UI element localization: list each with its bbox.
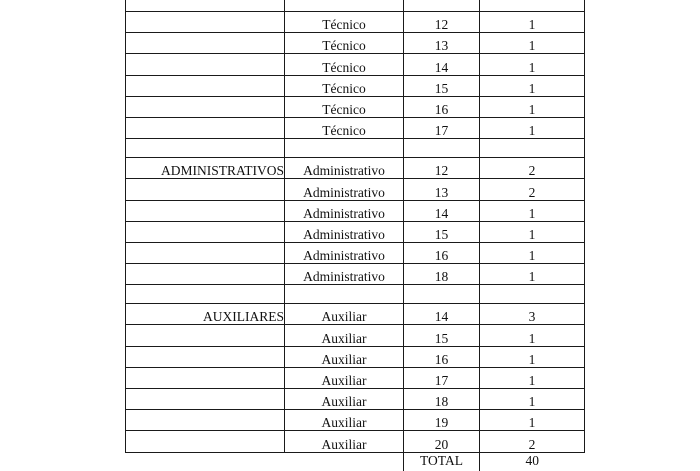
table-row xyxy=(126,389,585,410)
count-cell: 3 xyxy=(480,304,585,325)
level-cell: 18 xyxy=(404,264,480,285)
level-cell: 19 xyxy=(404,410,480,431)
level-cell: 20 xyxy=(404,431,480,452)
group-cell xyxy=(126,325,285,346)
category-cell: Auxiliar xyxy=(285,346,404,367)
level-cell: 16 xyxy=(404,96,480,117)
category-cell: Técnico xyxy=(285,12,404,33)
count-cell: 1 xyxy=(480,33,585,54)
table-row xyxy=(126,179,585,200)
spacer-row xyxy=(126,285,585,304)
count-cell: 1 xyxy=(480,346,585,367)
table-row xyxy=(126,33,585,54)
category-cell: Técnico xyxy=(285,117,404,138)
level-cell: 17 xyxy=(404,117,480,138)
level-cell: 16 xyxy=(404,346,480,367)
level-cell: 13 xyxy=(404,33,480,54)
count-cell: 1 xyxy=(480,242,585,263)
count-cell: 1 xyxy=(480,367,585,388)
category-cell: Administrativo xyxy=(285,158,404,179)
count-cell: 1 xyxy=(480,264,585,285)
level-cell: 17 xyxy=(404,367,480,388)
group-cell xyxy=(126,221,285,242)
table-row xyxy=(126,200,585,221)
group-cell xyxy=(126,410,285,431)
group-cell xyxy=(126,75,285,96)
level-cell: 14 xyxy=(404,304,480,325)
count-cell: 1 xyxy=(480,12,585,33)
level-cell: 12 xyxy=(404,12,480,33)
table-body xyxy=(126,0,585,471)
category-cell: Administrativo xyxy=(285,179,404,200)
count-cell: 1 xyxy=(480,75,585,96)
category-cell: Auxiliar xyxy=(285,410,404,431)
table-row xyxy=(126,410,585,431)
category-cell: Técnico xyxy=(285,33,404,54)
group-cell xyxy=(126,242,285,263)
group-cell xyxy=(126,96,285,117)
staff-distribution-table xyxy=(125,0,585,471)
level-cell: 14 xyxy=(404,54,480,75)
table-row xyxy=(126,96,585,117)
level-cell: 13 xyxy=(404,179,480,200)
count-cell: 2 xyxy=(480,179,585,200)
level-cell: 15 xyxy=(404,75,480,96)
group-cell xyxy=(126,389,285,410)
category-cell: Administrativo xyxy=(285,242,404,263)
count-cell: 1 xyxy=(480,221,585,242)
table-top-edge-row xyxy=(126,0,585,12)
table-row xyxy=(126,367,585,388)
count-cell: 1 xyxy=(480,96,585,117)
total-value: 40 xyxy=(525,452,539,468)
category-cell: Técnico xyxy=(285,54,404,75)
table-row xyxy=(126,242,585,263)
count-cell: 1 xyxy=(480,200,585,221)
count-cell: 2 xyxy=(480,431,585,452)
count-cell: 1 xyxy=(480,54,585,75)
group-cell xyxy=(126,200,285,221)
category-cell: Administrativo xyxy=(285,200,404,221)
category-cell: Administrativo xyxy=(285,264,404,285)
count-cell: 1 xyxy=(480,410,585,431)
table-row xyxy=(126,158,585,179)
group-cell xyxy=(126,367,285,388)
table-row xyxy=(126,221,585,242)
category-cell: Técnico xyxy=(285,96,404,117)
group-cell xyxy=(126,33,285,54)
group-label: ADMINISTRATIVOS xyxy=(126,158,285,179)
group-label: AUXILIARES xyxy=(126,304,285,325)
staff-table-page xyxy=(125,0,584,471)
category-cell: Auxiliar xyxy=(285,367,404,388)
table-row xyxy=(126,54,585,75)
spacer-row xyxy=(126,139,585,158)
level-cell: 12 xyxy=(404,158,480,179)
total-label: TOTAL xyxy=(404,452,480,471)
count-cell: 1 xyxy=(480,325,585,346)
category-cell: Técnico xyxy=(285,75,404,96)
table-row xyxy=(126,431,585,452)
table-row xyxy=(126,304,585,325)
level-cell: 15 xyxy=(404,325,480,346)
group-cell xyxy=(126,431,285,452)
group-cell xyxy=(126,264,285,285)
group-cell xyxy=(126,117,285,138)
level-cell: 14 xyxy=(404,200,480,221)
category-cell: Auxiliar xyxy=(285,325,404,346)
count-cell: 1 xyxy=(480,117,585,138)
table-row xyxy=(126,75,585,96)
group-cell xyxy=(126,179,285,200)
category-cell: Auxiliar xyxy=(285,389,404,410)
category-cell: Auxiliar xyxy=(285,431,404,452)
level-cell: 18 xyxy=(404,389,480,410)
category-cell: Administrativo xyxy=(285,221,404,242)
table-row xyxy=(126,117,585,138)
level-cell: 16 xyxy=(404,242,480,263)
count-cell: 2 xyxy=(480,158,585,179)
category-cell: Auxiliar xyxy=(285,304,404,325)
level-cell: 15 xyxy=(404,221,480,242)
table-row xyxy=(126,264,585,285)
group-cell xyxy=(126,54,285,75)
table-row xyxy=(126,325,585,346)
group-cell xyxy=(126,12,285,33)
group-cell xyxy=(126,346,285,367)
count-cell: 1 xyxy=(480,389,585,410)
table-row xyxy=(126,346,585,367)
table-row xyxy=(126,12,585,33)
